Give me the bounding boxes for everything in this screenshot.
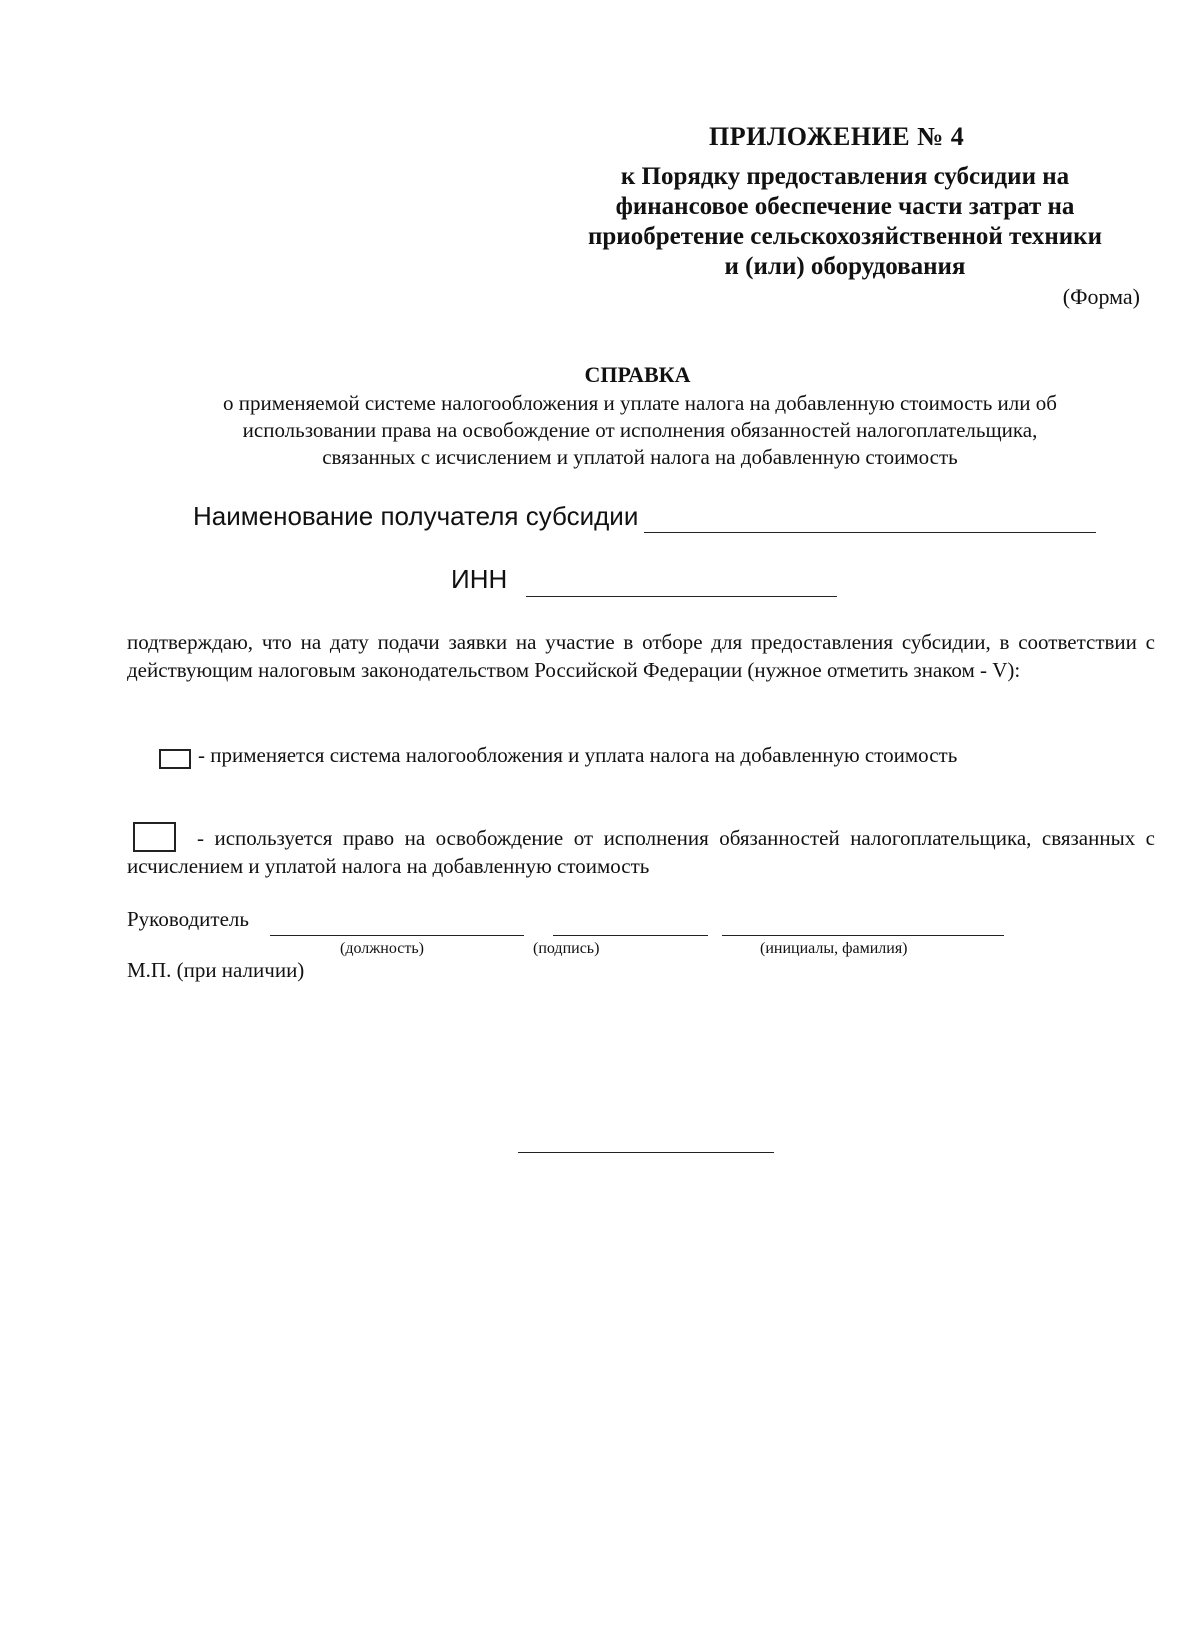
option-text-vat-exemption-content: - используется право на освобождение от исполнения обязанностей налогоплательщика, связанных с исчислением и уплатой налога на добавленную стоимость (127, 826, 1155, 878)
option-text-vat-payer: - применяется система налогообложения и уплата налога на добавленную стоимость (198, 743, 958, 767)
document-title: СПРАВКА (584, 362, 691, 387)
appendix-subtitle-line: к Порядку предоставления субсидии на (620, 163, 1070, 190)
inn-input-line[interactable] (526, 596, 837, 597)
appendix-subtitle (545, 162, 1145, 282)
appendix-subtitle-line: приобретение сельскохозяйственной техники (588, 223, 1102, 250)
description-line: связанных с исчислением и уплатой налога на добавленную стоимость (322, 445, 958, 469)
recipient-input-line[interactable] (644, 532, 1096, 533)
position-line[interactable] (270, 935, 524, 936)
signature-caption: (подпись) (533, 940, 600, 957)
inn-label: ИНН (451, 564, 508, 594)
appendix-subtitle-line: финансовое обеспечение части затрат на (615, 193, 1075, 220)
document-description (150, 390, 1130, 471)
head-label: Руководитель (127, 907, 249, 931)
seal-label: М.П. (при наличии) (127, 958, 305, 982)
confirmation-text: подтверждаю, что на дату подачи заявки на участие в отборе для предоставления субсидии, в соответствии с действующим налоговым законодательством Российской Федерации (нужное отметить знаком - V): (127, 630, 1155, 682)
name-line[interactable] (722, 935, 1004, 936)
closing-separator (518, 1152, 774, 1153)
description-line: использовании права на освобождение от исполнения обязанностей налогоплательщика, (242, 418, 1038, 442)
option-checkbox-vat-payer[interactable] (159, 749, 191, 769)
appendix-title: ПРИЛОЖЕНИЕ № 4 (709, 122, 965, 151)
position-caption: (должность) (340, 940, 424, 957)
recipient-label: Наименование получателя субсидии (193, 501, 639, 531)
appendix-subtitle-line: и (или) оборудования (724, 253, 966, 280)
form-label: (Форма) (1062, 284, 1140, 309)
description-line: о применяемой системе налогообложения и уплате налога на добавленную стоимость или об (223, 391, 1057, 415)
signature-line[interactable] (553, 935, 708, 936)
name-caption: (инициалы, фамилия) (760, 940, 908, 957)
option-text-vat-exemption (127, 824, 1155, 880)
